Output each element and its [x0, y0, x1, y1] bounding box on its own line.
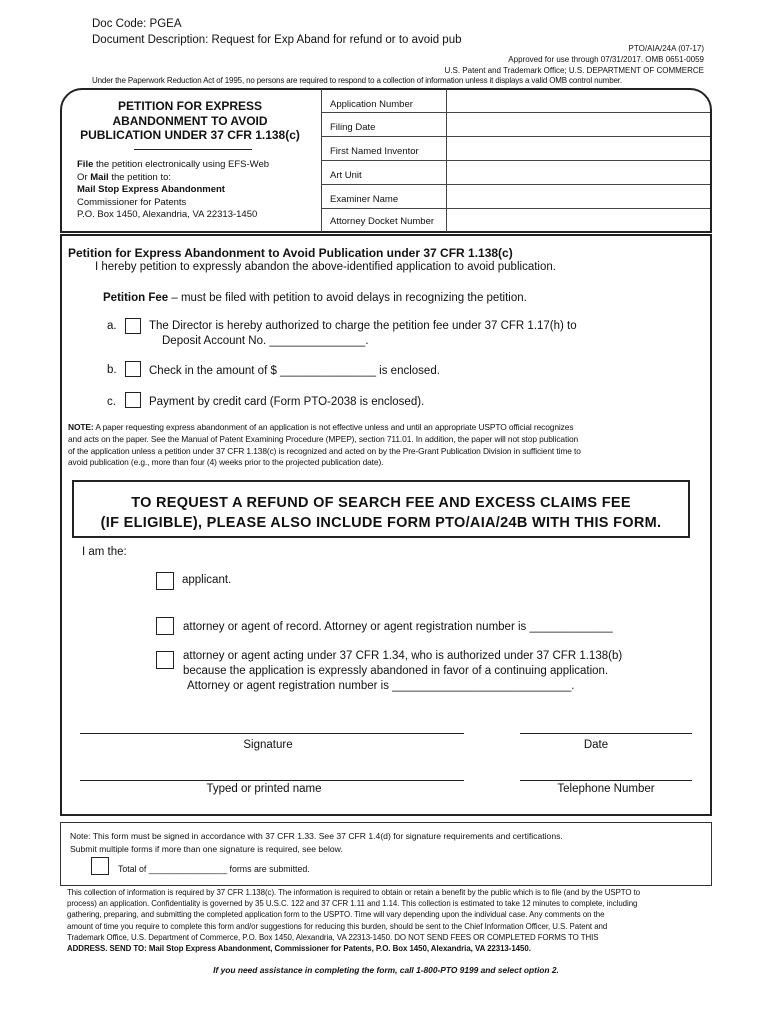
i-am-the-label: I am the: — [82, 546, 127, 558]
approval-notice: Approved for use through 07/31/2017. OMB 0651-0059 — [508, 55, 704, 64]
field-first-named-inventor: First Named Inventor — [330, 146, 419, 157]
attorney-of-record-checkbox[interactable] — [156, 617, 174, 635]
petition-fee-line: Petition Fee – must be filed with petition to avoid delays in recognizing the petition. — [103, 292, 527, 304]
role-applicant: applicant. — [182, 574, 232, 586]
date-label: Date — [583, 739, 609, 751]
petition-title: PETITION FOR EXPRESS ABANDONMENT TO AVOID PUBLICATION UNDER 37 CFR 1.138(c) — [80, 99, 300, 142]
section-title: Petition for Express Abandonment to Avoid Publication under 37 CFR 1.138(c) — [68, 246, 513, 260]
option-b-checkbox[interactable] — [125, 361, 141, 377]
date-line[interactable] — [520, 733, 692, 734]
option-c-letter: c. — [107, 396, 116, 408]
field-attorney-docket-number: Attorney Docket Number — [330, 216, 435, 227]
telephone-line[interactable] — [520, 780, 692, 781]
option-a-deposit: Deposit Account No. _______________. — [162, 335, 369, 347]
signing-note: Note: This form must be signed in accordance with 37 CFR 1.33. See 37 CFR 1.4(d) for signature requirements and certifications. Submit multiple forms if more than one signature is required, see below. — [70, 831, 563, 854]
paperwork-notice: Under the Paperwork Reduction Act of 1995, no persons are required to respond to a collection of information unless it displays a valid OMB control number. — [92, 76, 622, 85]
application-number-input[interactable] — [448, 90, 710, 111]
refund-notice: TO REQUEST A REFUND OF SEARCH FEE AND EXCESS CLAIMS FEE (IF ELIGIBLE), PLEASE ALSO INCLUDE FORM PTO/AIA/24B WITH THIS FORM. — [100, 495, 662, 531]
field-filing-date: Filing Date — [330, 122, 376, 133]
form-id: PTO/AIA/24A (07-17) — [628, 44, 704, 53]
field-application-number: Application Number — [330, 99, 413, 110]
total-forms-checkbox[interactable] — [91, 857, 109, 875]
option-a-letter: a. — [107, 320, 117, 332]
first-named-inventor-input[interactable] — [448, 137, 710, 159]
filing-instructions: File the petition electronically using EFS-Web Or Mail the petition to: Mail Stop Express Abandonment Commissioner for Patents P.O. Box 1450, Alexandria, VA 22313-1450 — [77, 159, 270, 220]
burden-statement: This collection of information is required by 37 CFR 1.138(c). The information is required to obtain or retain a benefit by the public which is to file (and by the USPTO to process) an application. Confidentiality is governed by 35 U.S.C. 122 and 37 CFR 1.11 and 1.14. This collection is estimated to take 12 minutes to complete, including gathering, preparing, and submitting the completed application form to the USPTO. Time will vary depending upon the individual case. Any comments on the amount of time you require to complete this form and/or suggestions for reducing this burden, should be sent to the Chief Information Officer, U.S. Patent and Trademark Office, U.S. Department of Commerce, P.O. Box 1450, Alexandria, VA 22313-1450. DO NOT SEND FEES OR COMPLETED FORMS TO THIS ADDRESS. SEND TO: Mail Stop Express Abandonment, Commissioner for Patents, P.O. Box 1450, Alexandria, VA 22313-1450. — [67, 888, 641, 954]
assistance-line: If you need assistance in completing the form, call 1-800-PTO 9199 and select option 2. — [213, 965, 559, 975]
attorney-docket-number-input[interactable] — [448, 209, 710, 231]
filing-date-input[interactable] — [448, 113, 710, 135]
field-examiner-name: Examiner Name — [330, 194, 399, 205]
agency-line: U.S. Patent and Trademark Office; U.S. DEPARTMENT OF COMMERCE — [444, 66, 704, 75]
doc-code: Doc Code: PGEA — [92, 18, 182, 30]
role-attorney-acting-line2: because the application is expressly abandoned in favor of a continuing application. — [183, 665, 609, 677]
title-underline — [134, 149, 252, 150]
field-art-unit: Art Unit — [330, 170, 362, 181]
applicant-checkbox[interactable] — [156, 572, 174, 590]
total-forms: Total of ________________ forms are submitted. — [118, 864, 310, 874]
section-intro: I hereby petition to expressly abandon the above-identified application to avoid publication. — [95, 261, 556, 273]
typed-name-label: Typed or printed name — [206, 783, 322, 795]
option-b-letter: b. — [107, 364, 117, 376]
examiner-name-input[interactable] — [448, 185, 710, 207]
art-unit-input[interactable] — [448, 161, 710, 183]
option-a-text: The Director is hereby authorized to charge the petition fee under 37 CFR 1.17(h) to — [149, 320, 577, 332]
note-block: NOTE: A paper requesting express abandonment of an application is not effective unless and until an appropriate USPTO official recognizes and acts on the paper. See the Manual of Patent Examining Procedure (MPEP), section 711.01. In addition, the paper will not stop publication of the application unless a petition under 37 CFR 1.138(c) is recognized and acted on by the Pre-Grant Publication Division in sufficient time to avoid publication (e.g., more than four (4) weeks prior to the projected publication date). — [68, 422, 581, 468]
role-attorney-acting-line3: Attorney or agent registration number is ____________________________. — [187, 680, 575, 692]
option-c-checkbox[interactable] — [125, 392, 141, 408]
attorney-acting-checkbox[interactable] — [156, 651, 174, 669]
signature-line[interactable] — [80, 733, 464, 734]
role-attorney-acting: attorney or agent acting under 37 CFR 1.34, who is authorized under 37 CFR 1.138(b) — [183, 650, 623, 662]
role-attorney-of-record: attorney or agent of record. Attorney or agent registration number is _____________ — [183, 621, 613, 633]
telephone-label: Telephone Number — [557, 783, 655, 795]
option-a-checkbox[interactable] — [125, 318, 141, 334]
signature-label: Signature — [243, 739, 293, 751]
option-c-text: Payment by credit card (Form PTO-2038 is enclosed). — [149, 396, 425, 408]
doc-description: Document Description: Request for Exp Aband for refund or to avoid pub — [92, 34, 462, 46]
typed-name-line[interactable] — [80, 780, 464, 781]
option-b-text: Check in the amount of $ _______________ is enclosed. — [149, 365, 440, 377]
